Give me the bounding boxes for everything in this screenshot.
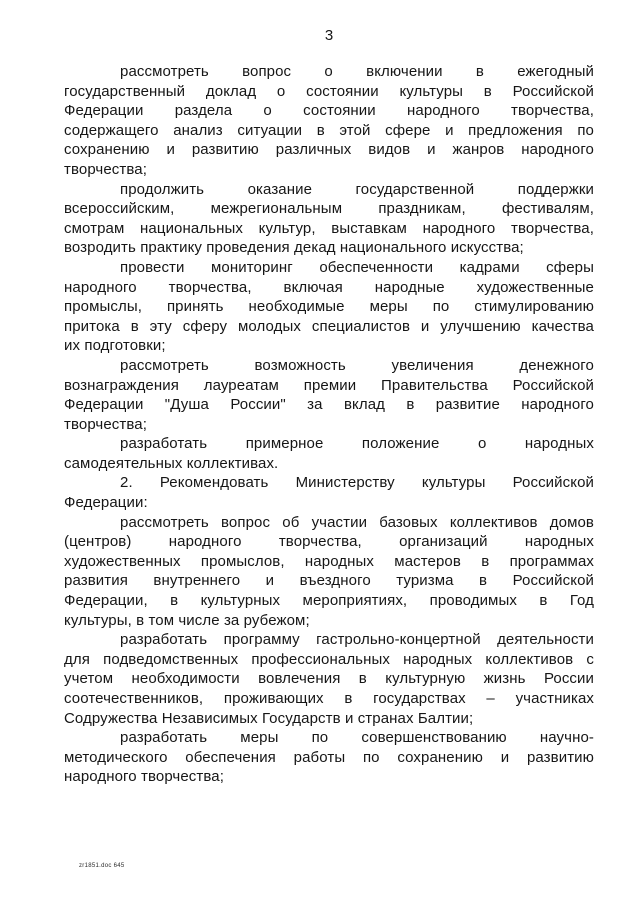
paragraph — [64, 630, 594, 728]
text-line: Федерации: — [64, 494, 148, 512]
text-line: для подведомственных профессиональных народных коллективов с — [64, 650, 594, 668]
text-line: продолжить оказание государственной поддержки — [120, 180, 594, 198]
text-line: Федерации раздела о состоянии народного творчества, — [64, 102, 594, 120]
paragraph — [64, 62, 594, 180]
text-line: разработать программу гастрольно-концертной деятельности — [120, 631, 594, 649]
text-line: учетом необходимости вовлечения в культурную жизнь России — [64, 670, 594, 688]
text-line: художественных промыслов, народных мастеров в программах — [64, 552, 594, 570]
text-line: разработать меры по совершенствованию научно- — [120, 729, 594, 747]
footer-file-code: zr1851.doc 645 — [79, 863, 125, 869]
text-line: рассмотреть вопрос об участии базовых коллективов домов — [120, 513, 594, 531]
paragraph — [64, 513, 594, 631]
text-line: разработать примерное положение о народных — [120, 435, 594, 453]
paragraph — [64, 728, 594, 787]
document-body — [64, 62, 594, 787]
text-line: 2. Рекомендовать Министерству культуры Российской — [120, 474, 594, 492]
paragraph — [64, 434, 594, 473]
text-line: рассмотреть возможность увеличения денежного — [120, 356, 594, 374]
text-line: сохранению и развитию различных видов и жанров народного — [64, 141, 594, 159]
text-line: государственный доклад о состоянии культуры в Российской — [64, 82, 594, 100]
text-line: вознаграждения лауреатам премии Правительства Российской — [64, 376, 594, 394]
text-line: соотечественников, проживающих в государствах – участниках — [64, 690, 594, 707]
paragraph — [64, 473, 594, 512]
text-line: всероссийским, межрегиональным праздникам, фестивалям, — [64, 200, 594, 218]
text-line: Федерации, в культурных мероприятиях, проводимых в Год — [64, 592, 594, 610]
text-line: (центров) народного творчества, организаций народных — [64, 533, 594, 551]
page-number: 3 — [324, 27, 334, 44]
text-line: творчества; — [64, 415, 147, 433]
text-line: развития внутреннего и въездного туризма в Российской — [64, 572, 594, 590]
text-line: народного творчества; — [64, 768, 224, 786]
text-line: народного творчества, включая народные художественные — [64, 278, 594, 296]
text-line: провести мониторинг обеспеченности кадрами сферы — [120, 258, 594, 276]
text-line: методического обеспечения работы по сохранению и развитию — [64, 748, 594, 766]
paragraph — [64, 180, 594, 258]
paragraph — [64, 258, 594, 356]
text-line: промыслы, принять необходимые меры по стимулированию — [64, 298, 594, 316]
text-line: Федерации "Душа России" за вклад в развитие народного — [64, 396, 594, 414]
text-line: творчества; — [64, 160, 147, 178]
paragraph — [64, 356, 594, 434]
text-line: возродить практику проведения декад национального искусства; — [64, 239, 524, 257]
text-line: содержащего анализ ситуации в этой сфере и предложения по — [64, 121, 594, 139]
text-line: их подготовки; — [64, 337, 166, 355]
text-line: самодеятельных коллективах. — [64, 454, 279, 472]
text-line: притока в эту сферу молодых специалистов и улучшению качества — [64, 317, 594, 335]
text-line: культуры, в том числе за рубежом; — [64, 611, 310, 629]
text-line: смотрам национальных культур, выставкам народного творчества, — [64, 219, 594, 237]
text-line: рассмотреть вопрос о включении в ежегодный — [120, 63, 594, 80]
text-line: Содружества Независимых Государств и странах Балтии; — [64, 709, 474, 727]
